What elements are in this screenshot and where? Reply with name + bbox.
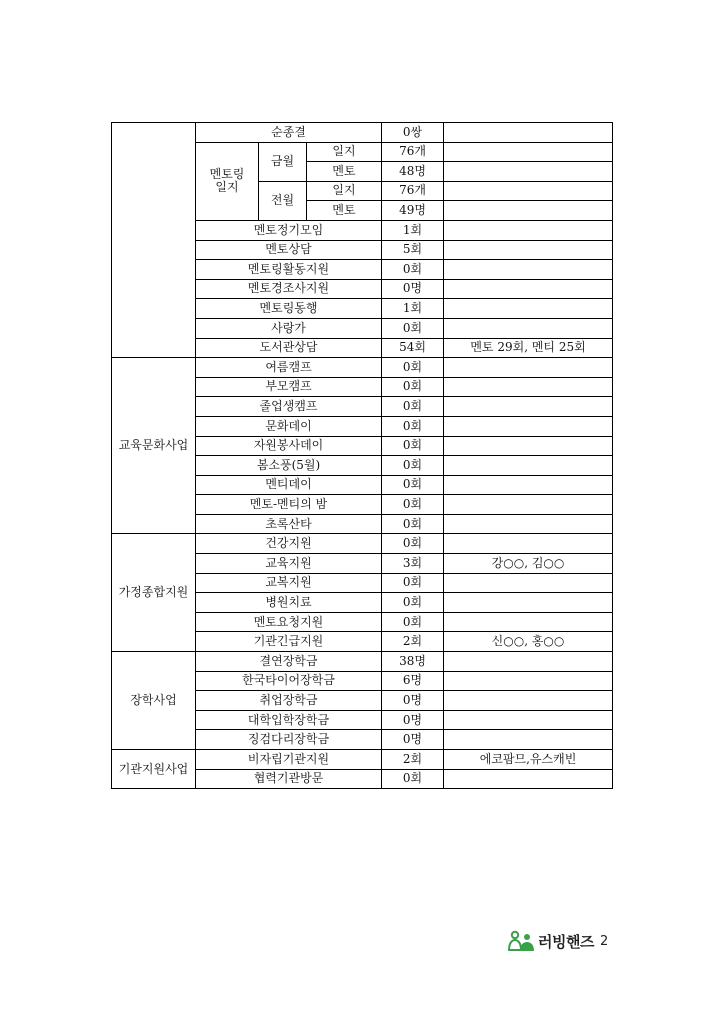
value-cell: 38명 — [382, 652, 444, 672]
activity-report-table — [111, 122, 613, 789]
value-cell: 48명 — [382, 162, 444, 182]
value-cell: 0명 — [382, 279, 444, 299]
value-cell: 3회 — [382, 554, 444, 574]
item-cell: 순종결 — [196, 123, 382, 143]
value-cell: 49명 — [382, 201, 444, 221]
item-cell: 부모캠프 — [196, 377, 382, 397]
note-cell — [444, 534, 613, 554]
value-cell: 5회 — [382, 240, 444, 260]
note-cell — [444, 612, 613, 632]
item-cell: 초록산타 — [196, 514, 382, 534]
note-cell — [444, 436, 613, 456]
item-cell: 한국타이어장학금 — [196, 671, 382, 691]
item-cell: 졸업생캠프 — [196, 397, 382, 417]
value-cell: 0회 — [382, 534, 444, 554]
note-cell — [444, 299, 613, 319]
value-cell: 0회 — [382, 318, 444, 338]
note-cell — [444, 201, 613, 221]
category-cell-family: 가정종합지원 — [112, 534, 196, 652]
note-cell — [444, 710, 613, 730]
note-cell: 멘토 29회, 멘티 25회 — [444, 338, 613, 358]
note-cell — [444, 475, 613, 495]
note-cell — [444, 456, 613, 476]
item-cell: 봄소풍(5월) — [196, 456, 382, 476]
item-cell: 멘토 — [307, 201, 382, 221]
note-cell: 강○○, 김○○ — [444, 554, 613, 574]
note-cell — [444, 142, 613, 162]
leaf-figures-icon — [506, 930, 536, 952]
previous-month-label: 전월 — [259, 181, 307, 220]
note-cell — [444, 260, 613, 280]
note-cell — [444, 416, 613, 436]
table-row — [112, 534, 613, 554]
item-cell: 멘토경조사지원 — [196, 279, 382, 299]
item-cell: 기관긴급지원 — [196, 632, 382, 652]
category-cell-education: 교육문화사업 — [112, 358, 196, 534]
item-cell: 일지 — [307, 181, 382, 201]
value-cell: 2회 — [382, 750, 444, 770]
table-row — [112, 123, 613, 143]
note-cell — [444, 769, 613, 789]
value-cell: 0회 — [382, 377, 444, 397]
note-cell — [444, 730, 613, 750]
category-cell-scholarship: 장학사업 — [112, 652, 196, 750]
item-cell: 사랑가 — [196, 318, 382, 338]
note-cell — [444, 573, 613, 593]
category-cell-mentoring — [112, 123, 196, 358]
page-footer — [506, 930, 616, 952]
value-cell: 0회 — [382, 573, 444, 593]
item-cell: 취업장학금 — [196, 691, 382, 711]
note-cell — [444, 397, 613, 417]
value-cell: 0명 — [382, 730, 444, 750]
page-number: 2 — [599, 933, 609, 949]
note-cell — [444, 358, 613, 378]
value-cell: 0회 — [382, 358, 444, 378]
value-cell: 0회 — [382, 397, 444, 417]
value-cell: 1회 — [382, 299, 444, 319]
value-cell: 0회 — [382, 495, 444, 515]
note-cell: 신○○, 홍○○ — [444, 632, 613, 652]
value-cell: 54회 — [382, 338, 444, 358]
item-cell: 교육지원 — [196, 554, 382, 574]
brand-name: 러빙핸즈 — [538, 932, 594, 951]
note-cell — [444, 220, 613, 240]
item-cell: 멘토링활동지원 — [196, 260, 382, 280]
item-cell: 교복지원 — [196, 573, 382, 593]
item-cell: 대학입학장학금 — [196, 710, 382, 730]
item-cell: 건강지원 — [196, 534, 382, 554]
current-month-label: 금월 — [259, 142, 307, 181]
note-cell — [444, 162, 613, 182]
item-cell: 자원봉사데이 — [196, 436, 382, 456]
item-cell: 멘토 — [307, 162, 382, 182]
value-cell: 0회 — [382, 456, 444, 476]
item-cell: 병원치료 — [196, 593, 382, 613]
value-cell: 0회 — [382, 475, 444, 495]
item-cell: 여름캠프 — [196, 358, 382, 378]
mentoring-log-label — [196, 142, 259, 220]
note-cell — [444, 514, 613, 534]
note-cell — [444, 377, 613, 397]
note-cell — [444, 495, 613, 515]
category-cell-agency: 기관지원사업 — [112, 750, 196, 789]
table-row — [112, 358, 613, 378]
value-cell: 0회 — [382, 769, 444, 789]
item-cell: 징검다리장학금 — [196, 730, 382, 750]
value-cell: 0회 — [382, 260, 444, 280]
item-cell: 멘토상담 — [196, 240, 382, 260]
value-cell: 0회 — [382, 593, 444, 613]
value-cell: 0명 — [382, 710, 444, 730]
item-cell: 비자립기관지원 — [196, 750, 382, 770]
mentoring-log-text: 멘토링 일지 — [209, 167, 245, 195]
item-cell: 일지 — [307, 142, 382, 162]
item-cell: 멘토링동행 — [196, 299, 382, 319]
value-cell: 0회 — [382, 436, 444, 456]
item-cell: 멘티데이 — [196, 475, 382, 495]
value-cell: 0회 — [382, 612, 444, 632]
note-cell — [444, 240, 613, 260]
table-row — [112, 750, 613, 770]
note-cell — [444, 671, 613, 691]
value-cell: 0회 — [382, 416, 444, 436]
item-cell: 문화데이 — [196, 416, 382, 436]
value-cell: 2회 — [382, 632, 444, 652]
note-cell — [444, 593, 613, 613]
item-cell: 협력기관방문 — [196, 769, 382, 789]
value-cell: 76개 — [382, 181, 444, 201]
value-cell: 76개 — [382, 142, 444, 162]
note-cell — [444, 279, 613, 299]
note-cell — [444, 318, 613, 338]
value-cell: 0쌍 — [382, 123, 444, 143]
value-cell: 0명 — [382, 691, 444, 711]
table-row — [112, 652, 613, 672]
item-cell: 결연장학금 — [196, 652, 382, 672]
item-cell: 멘토요청지원 — [196, 612, 382, 632]
item-cell: 도서관상담 — [196, 338, 382, 358]
note-cell — [444, 123, 613, 143]
value-cell: 0회 — [382, 514, 444, 534]
item-cell: 멘토정기모임 — [196, 220, 382, 240]
note-cell: 에코팜므,유스캐빈 — [444, 750, 613, 770]
value-cell: 1회 — [382, 220, 444, 240]
note-cell — [444, 652, 613, 672]
note-cell — [444, 691, 613, 711]
note-cell — [444, 181, 613, 201]
item-cell: 멘토-멘티의 밤 — [196, 495, 382, 515]
value-cell: 6명 — [382, 671, 444, 691]
